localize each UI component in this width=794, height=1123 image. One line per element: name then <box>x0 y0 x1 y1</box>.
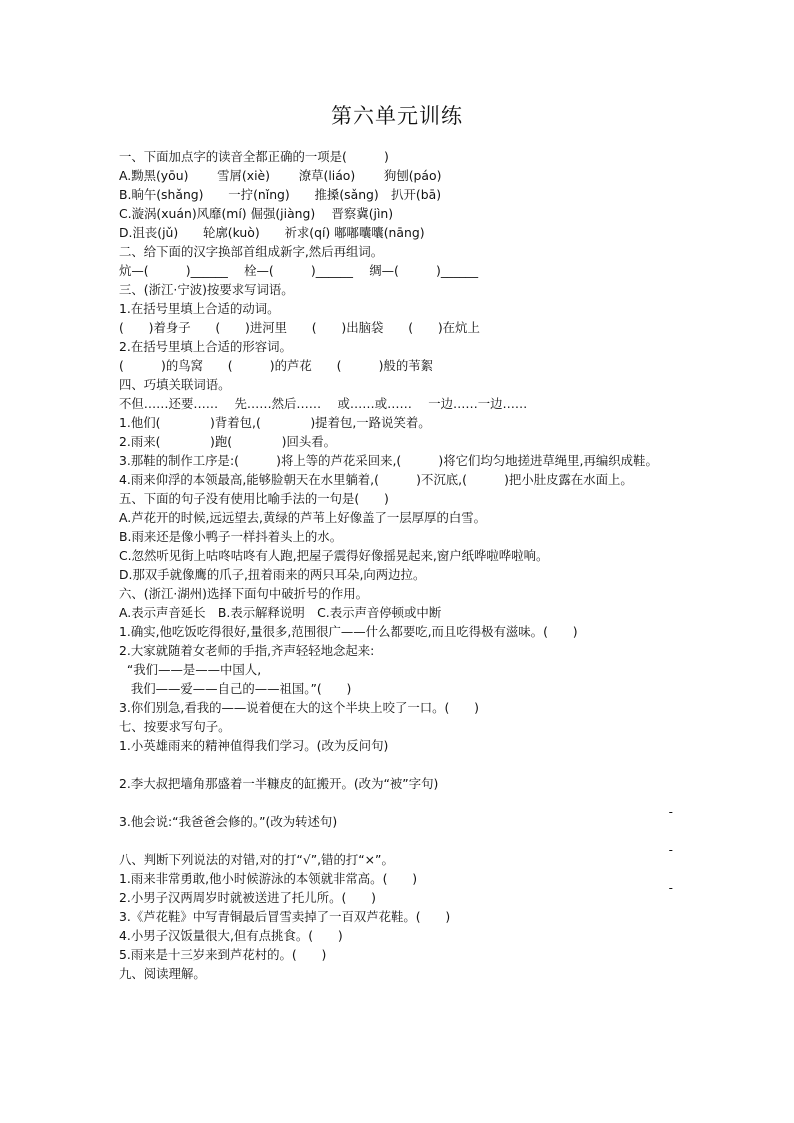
question-3-1-blanks: ( )着身子 ( )进河里 ( )出脑袋 ( )在炕上 <box>119 320 480 335</box>
question-6-2-quote-2: 我们——爱——自己的——祖国。”( ) <box>119 681 352 696</box>
option-b: B.雨来还是像小鸭子一样抖着头上的水。 <box>119 529 343 544</box>
option-b: B.晌午(shǎng) 一拧(nǐng) 推搡(sǎng) 扒开(bā) <box>119 187 442 202</box>
section-3-heading: 三、(浙江·宁波)按要求写词语。 <box>119 282 294 297</box>
question-4-1: 1.他们( )背着包,( )提着包,一路说笑着。 <box>119 415 431 430</box>
question-8-3: 3.《芦花鞋》中写青铜最后冒雪卖掉了一百双芦花鞋。( ) <box>119 909 451 924</box>
question-3-2: 2.在括号里填上合适的形容词。 <box>119 339 292 354</box>
question-7-1: 1.小英雄雨来的精神值得我们学习。(改为反问句) <box>119 738 389 753</box>
question-4-2: 2.雨来( )跑( )回头看。 <box>119 434 337 449</box>
question-7-2: 2.李大叔把墙角那盛着一半糠皮的缸搬开。(改为“被”字句) <box>119 776 439 791</box>
question-7-3: 3.他会说:“我爸爸会修的。”(改为转述句) <box>119 814 338 829</box>
question-6-2: 2.大家就随着女老师的手指,齐声轻轻地念起来: <box>119 643 375 658</box>
question-4-4: 4.雨来仰浮的本领最高,能够脸朝天在水里躺着,( )不沉底,( )把小肚皮露在水面上。 <box>119 472 633 487</box>
question-8-4: 4.小男子汉饭量很大,但有点挑食。( ) <box>119 928 343 943</box>
question-6-2-quote-1: “我们——是——中国人, <box>119 662 262 677</box>
question-6-1: 1.确实,他吃饭吃得很好,量很多,范围很广——什么都要吃,而且吃得极有滋味。( ) <box>119 624 578 639</box>
radical-line: 炕—( )______ 栓—( )______ 绸—( )______ <box>119 263 479 278</box>
question-3-1: 1.在括号里填上合适的动词。 <box>119 301 280 316</box>
question-3-2-blanks: ( )的鸟窝 ( )的芦花 ( )般的苇絮 <box>119 358 433 373</box>
answer-line-mark: - <box>668 805 673 819</box>
option-a: A.黝黑(yōu) 雪屑(xiè) 潦草(liáo) 狗刨(páo) <box>119 168 442 183</box>
section-1-heading: 一、下面加点字的读音全都正确的一项是( ) <box>119 149 389 164</box>
question-8-5: 5.雨来是十三岁来到芦花村的。( ) <box>119 947 327 962</box>
option-d: D.那双手就像鹰的爪子,扭着雨来的两只耳朵,向两边拉。 <box>119 567 426 582</box>
page-title: 第六单元训练 <box>331 104 463 128</box>
conjunction-words: 不但……还要…… 先……然后…… 或……或…… 一边……一边…… <box>119 396 528 411</box>
question-6-3: 3.你们别急,看我的——说着便在大的这个半块上咬了一口。( ) <box>119 700 479 715</box>
section-8-heading: 八、判断下列说法的对错,对的打“√”,错的打“×”。 <box>119 852 394 867</box>
section-7-heading: 七、按要求写句子。 <box>119 719 231 734</box>
question-4-3: 3.那鞋的制作工序是:( )将上等的芦花采回来,( )将它们均匀地搓进草绳里,再编织成鞋。 <box>119 453 658 468</box>
answer-space <box>119 831 674 850</box>
section-6-heading: 六、(浙江·湖州)选择下面句中破折号的作用。 <box>119 586 369 601</box>
option-d: D.沮丧(jǔ) 轮廓(kuò) 祈求(qí) 嘟嘟囔囔(nāng) <box>119 225 425 240</box>
section-4-heading: 四、巧填关联词语。 <box>119 377 231 392</box>
answer-line-mark: - <box>668 843 673 857</box>
answer-space <box>119 755 674 774</box>
section-9-heading: 九、阅读理解。 <box>119 966 206 981</box>
question-8-2: 2.小男子汉两周岁时就被送进了托儿所。( ) <box>119 890 376 905</box>
question-8-1: 1.雨来非常勇敢,他小时候游泳的本领就非常高。( ) <box>119 871 418 886</box>
section-5-heading: 五、下面的句子没有使用比喻手法的一句是( ) <box>119 491 389 506</box>
option-c: C.忽然听见街上咕咚咕咚有人跑,把屋子震得好像摇晃起来,窗户纸哗啦哗啦响。 <box>119 548 549 563</box>
answer-space <box>119 793 674 812</box>
option-c: C.漩涡(xuán)风靡(mí) 倔强(jiàng) 晋察冀(jìn) <box>119 206 394 221</box>
option-a: A.芦花开的时候,远远望去,黄绿的芦苇上好像盖了一层厚厚的白雪。 <box>119 510 487 525</box>
answer-line-mark: - <box>668 881 673 895</box>
exercise-body <box>119 147 674 983</box>
section-2-heading: 二、给下面的汉字换部首组成新字,然后再组词。 <box>119 244 384 259</box>
dash-options: A.表示声音延长 B.表示解释说明 C.表示声音停顿或中断 <box>119 605 442 620</box>
